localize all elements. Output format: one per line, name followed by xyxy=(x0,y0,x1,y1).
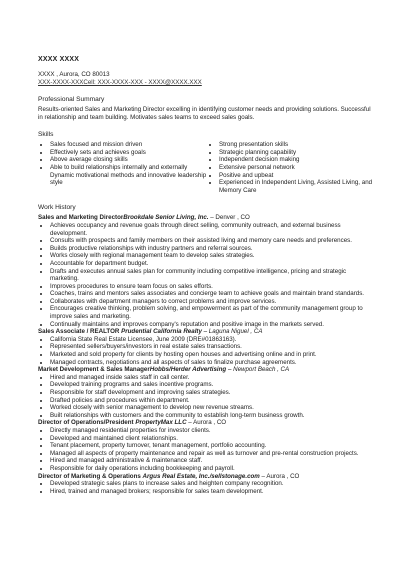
skills-right-column xyxy=(207,141,376,194)
job-bullet: • Drafted policies and procedures within department. xyxy=(50,397,376,405)
job-entry xyxy=(38,214,376,328)
job-bullet: • Developed training programs and sales incentive programs. xyxy=(50,381,376,389)
job-entry xyxy=(38,366,376,419)
job-bullet: • Tenant placement, property turnover, tenant management, portfolio accounting. xyxy=(50,442,376,450)
job-bullet: • Encourages creative thinking, problem solving, and empowerment as part of the community management group to improve sales and marketing. xyxy=(50,305,376,320)
job-bullet: • Works closely with regional management team to develop sales strategies. xyxy=(50,252,376,260)
summary-heading: Professional Summary xyxy=(38,96,105,103)
skill-item: • Independent decision making xyxy=(219,156,376,164)
job-header xyxy=(38,214,376,222)
job-bullet: • Worked closely with senior management to develop new revenue streams. xyxy=(50,404,376,412)
job-bullet: • Drafts and executes annual sales plan for community including competitive intelligence, pricing and strategic marketing. xyxy=(50,268,376,283)
job-company: PropertyMax LLC xyxy=(135,419,187,427)
job-bullet: • Built relationships with customers and the community to establish long-term business growth. xyxy=(50,412,376,420)
summary-text: Results-oriented Sales and Marketing Director excelling in identifying customer needs and providing solutions. Successful in relationship and team building. Motivates sales teams to exceed sales goals. xyxy=(38,106,371,121)
job-bullet: • Builds productive relationships with industry partners and referral sources. xyxy=(50,245,376,253)
skill-item: • Strong presentation skills xyxy=(219,141,376,149)
job-bullet: • Improves procedures to ensure team focus on sales efforts. xyxy=(50,283,376,291)
job-bullet: • Represented sellers/buyers/investors in real estate sales transactions. xyxy=(50,343,376,351)
job-entry xyxy=(38,473,376,496)
job-role: Sales Associate / REALTOR xyxy=(38,328,122,336)
job-bullet: • Directly managed residential properties for investor clients. xyxy=(50,427,376,435)
candidate-name: XXXX XXXX xyxy=(38,56,80,63)
skill-item: • Effectively sets and achieves goals xyxy=(50,149,207,157)
job-bullet: • Collaborates with department managers to correct problems and improve services. xyxy=(50,298,376,306)
job-location: – Denver , CO xyxy=(208,214,250,222)
job-bullet: • Managed contracts, negotiations and all aspects of sales to finalize purchase agreements. xyxy=(50,359,376,367)
job-bullet: • Hired and managed inside sales staff in call center. xyxy=(50,374,376,382)
job-company: Brookdale Senior Living, Inc. xyxy=(123,214,209,222)
job-company: Prudential California Realty xyxy=(121,328,202,336)
job-location: – Newport Beach , CA xyxy=(226,366,290,374)
skill-item: • Sales focused and mission driven xyxy=(50,141,207,149)
job-role: Market Development & Sales Manager xyxy=(38,366,150,374)
job-bullet: • Consults with prospects and family members on their assisted living and memory care needs and preferences. xyxy=(50,237,376,245)
skill-item-unbulleted: Dynamic motivational methods and innovative leadership style xyxy=(50,171,207,187)
skills-heading: Skills xyxy=(38,131,54,139)
skill-item: • Extensive personal network xyxy=(219,164,376,172)
skill-item: • Strategic planning capability xyxy=(219,149,376,157)
resume-page xyxy=(38,56,376,495)
work-history-heading: Work History xyxy=(38,204,76,212)
job-bullet: • Continually maintains and improves company's reputation and positive image in the markets served. xyxy=(50,321,376,329)
job-company: Argus Real Estate, Inc./sellstonage.com xyxy=(142,472,260,480)
job-role: Director of Marketing & Operations xyxy=(38,472,143,480)
job-location: – Laguna Niguel , CA xyxy=(201,328,263,336)
job-header xyxy=(38,473,376,481)
job-bullet: • Responsible for staff development and improving sales strategies. xyxy=(50,389,376,397)
job-header xyxy=(38,328,376,336)
job-bullet: • Developed and maintained client relationships. xyxy=(50,435,376,443)
job-bullet: • Responsible for daily operations including bookkeeping and payroll. xyxy=(50,465,376,473)
job-entry xyxy=(38,419,376,472)
job-bullet: • Accountable for department budget. xyxy=(50,260,376,268)
job-location: – Aurora , CO xyxy=(186,419,227,427)
contact-line: XXX-XXXX-XXXCell: XXX-XXXX-XXX - XXXX@XXXX.XXX xyxy=(38,78,202,86)
job-bullet: • Hired, trained and managed brokers; responsible for sales team development. xyxy=(50,488,376,496)
skill-item: • Positive and upbeat xyxy=(219,172,376,180)
job-header xyxy=(38,366,376,374)
job-bullet: • California State Real Estate Licensee, June 2009 (DRE#01863163). xyxy=(50,336,376,344)
skills-left-column xyxy=(38,141,207,194)
job-header xyxy=(38,419,376,427)
job-bullet: • Achieves occupancy and revenue goals through direct selling, community outreach, and external business development. xyxy=(50,222,376,237)
job-bullet: • Hired and managed administrative & maintenance staff. xyxy=(50,457,376,465)
job-bullet: • Coaches, trains and mentors sales associates and concierge team to achieve goals and maintain brand standards. xyxy=(50,290,376,298)
job-role: Sales and Marketing Director xyxy=(38,214,124,222)
job-bullet: • Managed all aspects of property maintenance and repair as well as turnover and pre-rental construction projects. xyxy=(50,450,376,458)
skill-item: • Above average closing skills xyxy=(50,156,207,164)
skill-item: • Able to build relationships internally and externally xyxy=(50,164,207,172)
skills-list xyxy=(38,141,376,194)
job-entry xyxy=(38,328,376,366)
skill-item: • Experienced in Independent Living, Assisted Living, and Memory Care xyxy=(219,179,376,194)
job-company: Hobbs/Herder Advertising xyxy=(149,366,227,374)
job-bullet: • Developed strategic sales plans to increase sales and heighten company recognition. xyxy=(50,480,376,488)
job-role: Director of Operations/President xyxy=(38,419,136,427)
address: XXXX , Aurora, CO 80013 xyxy=(38,71,110,78)
job-location: – Aurora , CO xyxy=(259,472,300,480)
job-bullet: • Marketed and sold property for clients by hosting open houses and advertising online and in print. xyxy=(50,351,376,359)
